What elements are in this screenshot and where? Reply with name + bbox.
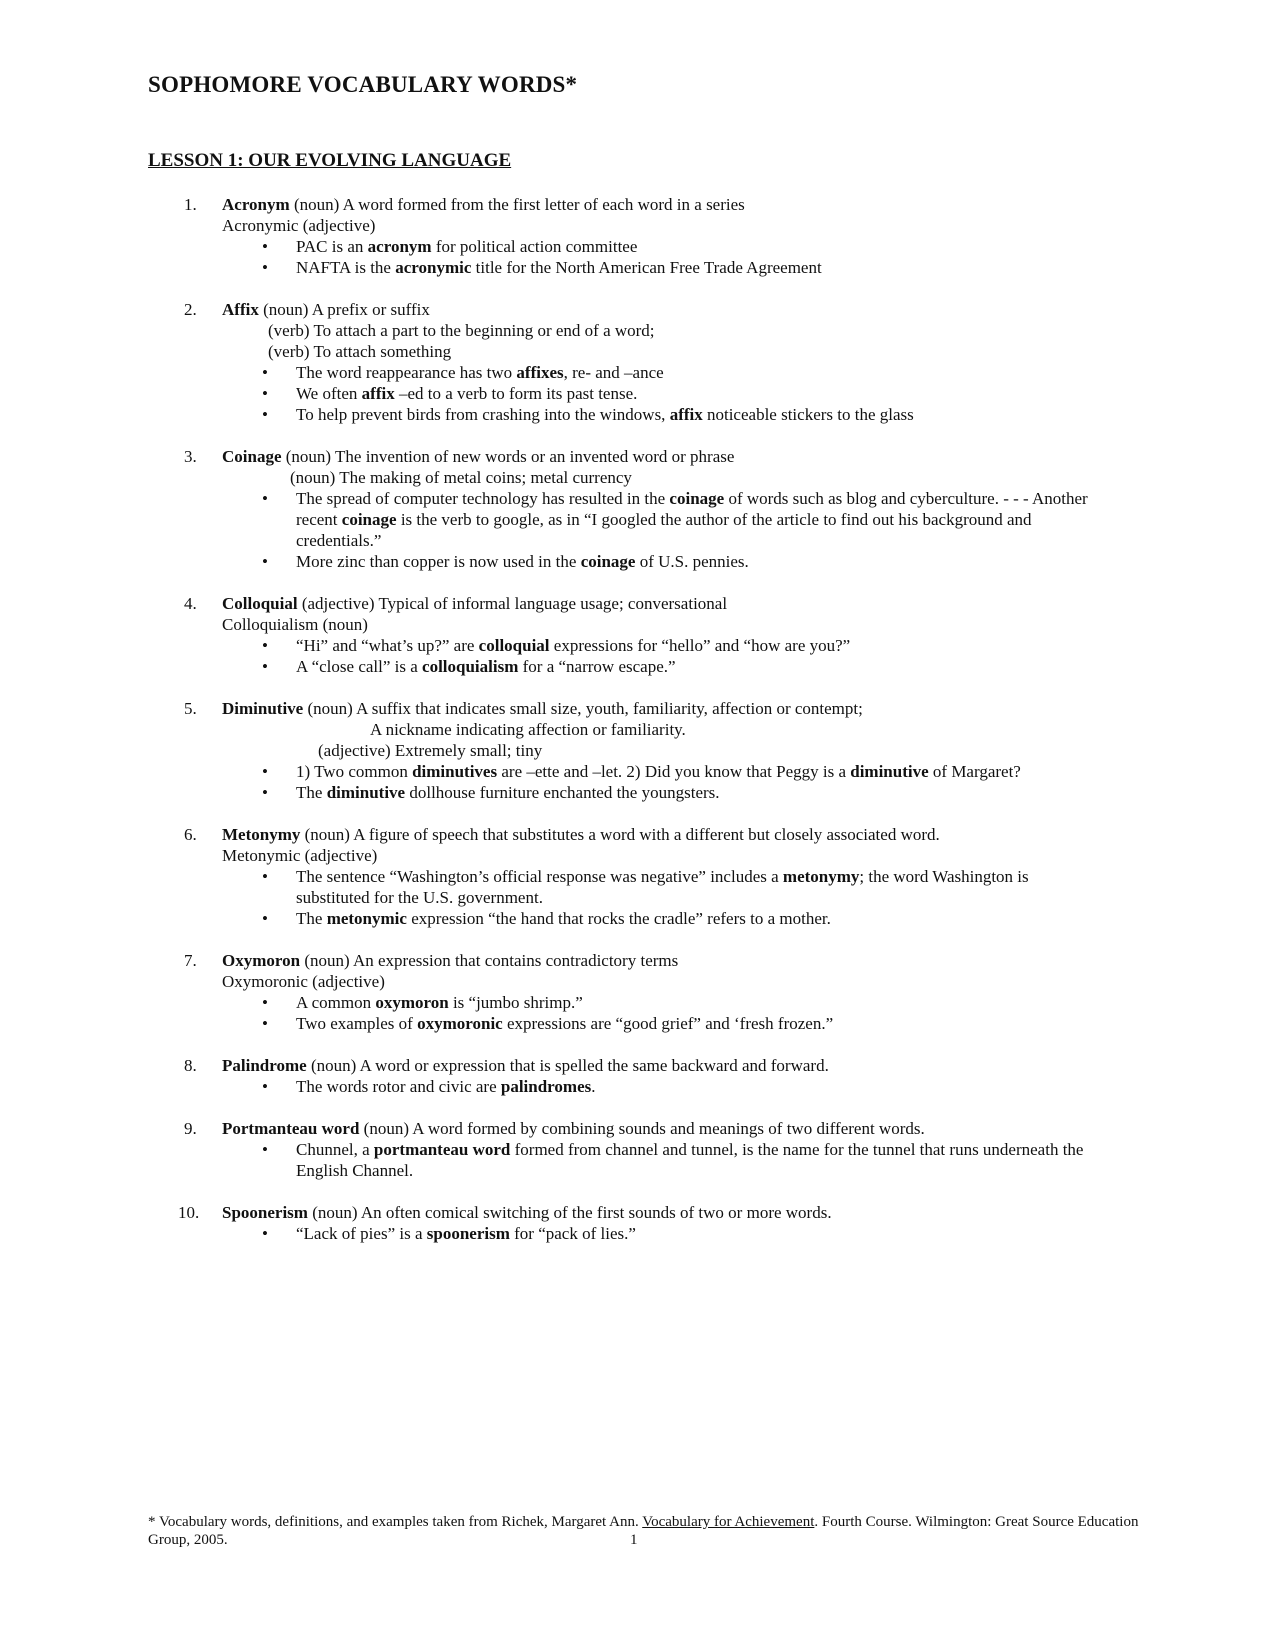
example-list [0,1223,1275,1244]
example-text: The word reappearance has two [296,363,517,382]
example-text: formed from channel and tunnel, is the name for the tunnel that runs underneath the English Channel. [296,1140,1084,1180]
bullet-icon: • [262,258,268,277]
vocab-entry [0,1118,1275,1181]
example-item [0,362,1275,383]
example-text: “Hi” and “what’s up?” are [296,636,479,655]
entry-term: Diminutive [222,699,304,718]
example-text: of U.S. pennies. [635,552,749,571]
example-text: noticeable stickers to the glass [702,405,914,424]
example-list [0,992,1275,1034]
entry-number: 9. [184,1119,197,1138]
entry-subdefinition: Oxymoronic (adjective) [222,972,385,991]
example-term-bold: diminutive [850,762,929,781]
entry-subdefinition: (verb) To attach a part to the beginning or end of a word; [268,321,655,340]
example-text: dollhouse furniture enchanted the youngsters. [405,783,720,802]
example-item [0,1139,1275,1181]
example-list [0,866,1275,929]
example-term-bold: coinage [580,552,636,571]
entry-subdefinition: A nickname indicating affection or familiarity. [370,720,686,739]
entry-heading [0,698,1275,719]
example-list [0,1076,1275,1097]
entry-term: Colloquial [222,594,298,613]
example-text: ; the word Washington is substituted for the U.S. government. [296,867,1029,907]
vocab-entry [0,950,1275,1034]
bullet-icon: • [262,237,268,256]
entry-term: Portmanteau word [222,1119,360,1138]
example-list [0,761,1275,803]
example-text: A “close call” is a [296,657,423,676]
example-text: of Margaret? [928,762,1021,781]
bullet-icon: • [262,405,268,424]
entry-heading [0,446,1275,467]
entry-number: 5. [184,699,197,718]
example-term-bold: palindromes [500,1077,592,1096]
footnote-text-after: . Fourth Course. Wilmington: Great Source Education Group, 2005. [148,1514,1139,1548]
entry-definition: (noun) A word formed by combining sounds and meanings of two different words. [359,1119,925,1138]
bullet-icon: • [262,636,268,655]
entry-number: 10. [178,1203,200,1222]
example-item [0,635,1275,656]
entry-definition: (noun) An often comical switching of the first sounds of two or more words. [307,1203,832,1222]
example-item [0,1013,1275,1034]
example-list [0,635,1275,677]
example-item [0,866,1275,908]
bullet-icon: • [262,993,268,1012]
document-title: SOPHOMORE VOCABULARY WORDS* [148,72,578,97]
entry-heading [0,299,1275,320]
example-text: Two examples of [296,1014,418,1033]
entry-definition: (noun) A prefix or suffix [258,300,430,319]
example-text: of words such as blog and cyberculture. - - - Another recent [296,489,1088,529]
page-number: 1 [630,1532,638,1548]
entry-definition: (noun) An expression that contains contradictory terms [300,951,679,970]
entry-number: 2. [184,300,197,319]
example-text: are –ette and –let. 2) Did you know that Peggy is a [497,762,851,781]
entry-subdefinition: Acronymic (adjective) [222,216,376,235]
example-text: “Lack of pies” is a [296,1224,427,1243]
entry-subdefinition: (verb) To attach something [268,342,452,361]
entry-subdefinition: Metonymic (adjective) [222,846,378,865]
example-text: expressions for “hello” and “how are you?” [549,636,851,655]
example-item [0,383,1275,404]
bullet-icon: • [262,909,268,928]
vocabulary-list [0,194,1275,1265]
example-text: expression “the hand that rocks the cradle” refers to a mother. [406,909,831,928]
entry-definition: (noun) A suffix that indicates small size, youth, familiarity, affection or contempt; [303,699,863,718]
entry-definition: (noun) The invention of new words or an invented word or phrase [281,447,735,466]
example-text: The spread of computer technology has resulted in the [296,489,670,508]
entry-subdefinition: (adjective) Extremely small; tiny [318,741,543,760]
example-text: title for the North American Free Trade Agreement [471,258,822,277]
example-text: Chunnel, a [296,1140,374,1159]
example-list [0,362,1275,425]
entry-heading [0,950,1275,971]
example-term-bold: oxymoron [375,993,449,1012]
example-list [0,236,1275,278]
example-term-bold: spoonerism [426,1224,510,1243]
example-term-bold: portmanteau word [373,1140,511,1159]
entry-term: Acronym [222,195,290,214]
entry-term: Palindrome [222,1056,307,1075]
example-term-bold: acronymic [395,258,472,277]
example-text: PAC is an [296,237,368,256]
entry-number: 8. [184,1056,197,1075]
example-text: , re- and –ance [563,363,664,382]
example-list [0,488,1275,572]
example-item [0,404,1275,425]
entry-term: Metonymy [222,825,301,844]
example-text: expressions are “good grief” and ‘fresh frozen.” [502,1014,834,1033]
example-text: We often [296,384,362,403]
example-term-bold: affix [669,405,703,424]
example-text: . [591,1077,596,1096]
vocab-entry [0,824,1275,929]
vocab-entry [0,1202,1275,1244]
example-term-bold: affixes [516,363,564,382]
entry-term: Spoonerism [222,1203,308,1222]
entry-heading [0,1055,1275,1076]
entry-number: 3. [184,447,197,466]
example-item [0,551,1275,572]
bullet-icon: • [262,762,268,781]
bullet-icon: • [262,1077,268,1096]
example-text: A common [296,993,376,1012]
entry-definition: (noun) A word or expression that is spelled the same backward and forward. [306,1056,829,1075]
bullet-icon: • [262,867,268,886]
example-text: for “pack of lies.” [509,1224,636,1243]
vocab-entry [0,698,1275,803]
example-text: The sentence “Washington’s official response was negative” includes a [296,867,783,886]
example-term-bold: diminutive [326,783,406,802]
lesson-title: LESSON 1: OUR EVOLVING LANGUAGE [148,150,512,171]
vocab-entry [0,194,1275,278]
bullet-icon: • [262,552,268,571]
example-term-bold: coinage [669,489,725,508]
example-text: is the verb to google, as in “I googled the author of the article to find out his background and credentials.” [296,510,1032,550]
entry-definition: (noun) A figure of speech that substitutes a word with a different but closely associated word. [300,825,940,844]
example-term-bold: metonymic [326,909,407,928]
bullet-icon: • [262,657,268,676]
example-term-bold: diminutives [412,762,498,781]
example-item [0,257,1275,278]
example-item [0,761,1275,782]
entry-number: 4. [184,594,197,613]
example-text: –ed to a verb to form its past tense. [394,384,638,403]
entry-term: Affix [222,300,259,319]
example-text: The words rotor and civic are [296,1077,501,1096]
example-term-bold: affix [361,384,395,403]
example-text: 1) Two common [296,762,413,781]
example-text: for a “narrow escape.” [518,657,676,676]
bullet-icon: • [262,783,268,802]
vocab-entry [0,593,1275,677]
example-item [0,992,1275,1013]
example-text: The [296,783,327,802]
entry-heading [0,194,1275,215]
bullet-icon: • [262,384,268,403]
example-item [0,488,1275,551]
example-item [0,1076,1275,1097]
example-term-bold: acronym [367,237,432,256]
footnote-book-title: Vocabulary for Achievement [642,1514,815,1530]
entry-heading [0,1202,1275,1223]
bullet-icon: • [262,1014,268,1033]
example-text: is “jumbo shrimp.” [448,993,583,1012]
vocab-entry [0,1055,1275,1097]
example-text: To help prevent birds from crashing into the windows, [296,405,670,424]
example-item [0,782,1275,803]
entry-number: 1. [184,195,197,214]
entry-term: Coinage [222,447,282,466]
example-term-bold: metonymy [782,867,860,886]
example-list [0,1139,1275,1181]
entry-number: 6. [184,825,197,844]
entry-heading [0,1118,1275,1139]
entry-term: Oxymoron [222,951,301,970]
example-text: NAFTA is the [296,258,396,277]
footnote [148,1513,1148,1549]
example-item [0,656,1275,677]
bullet-icon: • [262,1140,268,1159]
example-item [0,236,1275,257]
bullet-icon: • [262,1224,268,1243]
entry-subdefinition: (noun) The making of metal coins; metal currency [290,468,632,487]
example-term-bold: coinage [341,510,397,529]
example-term-bold: colloquialism [422,657,519,676]
vocab-entry [0,299,1275,425]
entry-definition: (adjective) Typical of informal language usage; conversational [297,594,728,613]
example-text: for political action committee [431,237,638,256]
example-term-bold: colloquial [478,636,550,655]
entry-heading [0,824,1275,845]
bullet-icon: • [262,363,268,382]
entry-number: 7. [184,951,197,970]
entry-subdefinition: Colloquialism (noun) [222,615,368,634]
bullet-icon: • [262,489,268,508]
example-term-bold: oxymoronic [417,1014,503,1033]
entry-heading [0,593,1275,614]
example-item [0,1223,1275,1244]
vocab-entry [0,446,1275,572]
entry-definition: (noun) A word formed from the first letter of each word in a series [289,195,745,214]
example-item [0,908,1275,929]
footnote-text-before: * Vocabulary words, definitions, and examples taken from Richek, Margaret Ann. [148,1514,643,1530]
example-text: More zinc than copper is now used in the [296,552,581,571]
example-text: The [296,909,327,928]
